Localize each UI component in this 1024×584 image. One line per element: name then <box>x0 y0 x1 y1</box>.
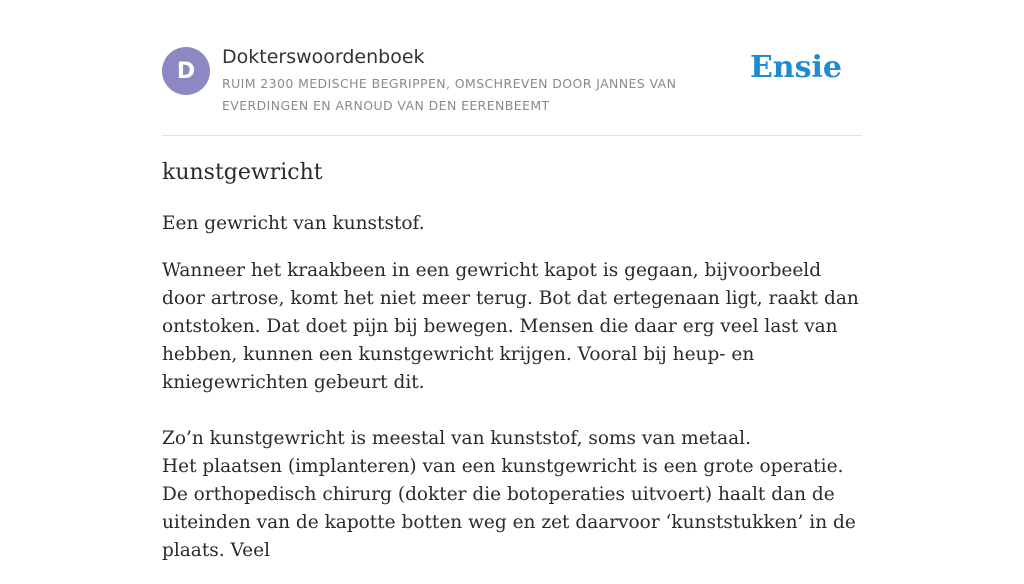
page <box>162 0 862 561</box>
paragraph-2 <box>162 425 862 565</box>
paragraph-1: Wanneer het kraakbeen in een gewricht kapot is gegaan, bijvoorbeeld door artrose, komt het niet meer terug. Bot dat ertegenaan ligt, raakt dan ontstoken. Dat doet pijn bij bewegen. Mensen die daar erg veel last van hebben, kunnen een kunstgewricht krijgen. Vooral bij heup- en kniegewrichten gebeurt dit. <box>162 260 859 393</box>
site-avatar[interactable]: D <box>162 47 210 95</box>
term-title: kunstgewricht <box>162 160 323 185</box>
ensie-logo-link[interactable]: Ensie <box>749 50 842 85</box>
definition-text: Een gewricht van kunststof. <box>162 213 425 234</box>
site-title[interactable]: Dokterswoordenboek <box>222 46 425 68</box>
article-body <box>162 210 862 584</box>
paragraph-2-line-2: Het plaatsen (implanteren) van een kunstgewricht is een grote operatie. De orthopedisch chirurg (dokter die botoperaties uitvoert) haalt dan de uiteinden van de kapotte botten weg en zet daarvoor ‘kunststukken’ in de plaats. Veel <box>162 456 856 561</box>
site-subtitle: RUIM 2300 MEDISCHE BEGRIPPEN, OMSCHREVEN DOOR JANNES VAN EVERDINGEN EN ARNOUD VAN DEN EERENBEEMT <box>222 76 677 113</box>
site-header <box>162 0 862 136</box>
paragraph-2-line-1: Zo’n kunstgewricht is meestal van kunststof, soms van metaal. <box>162 428 751 449</box>
